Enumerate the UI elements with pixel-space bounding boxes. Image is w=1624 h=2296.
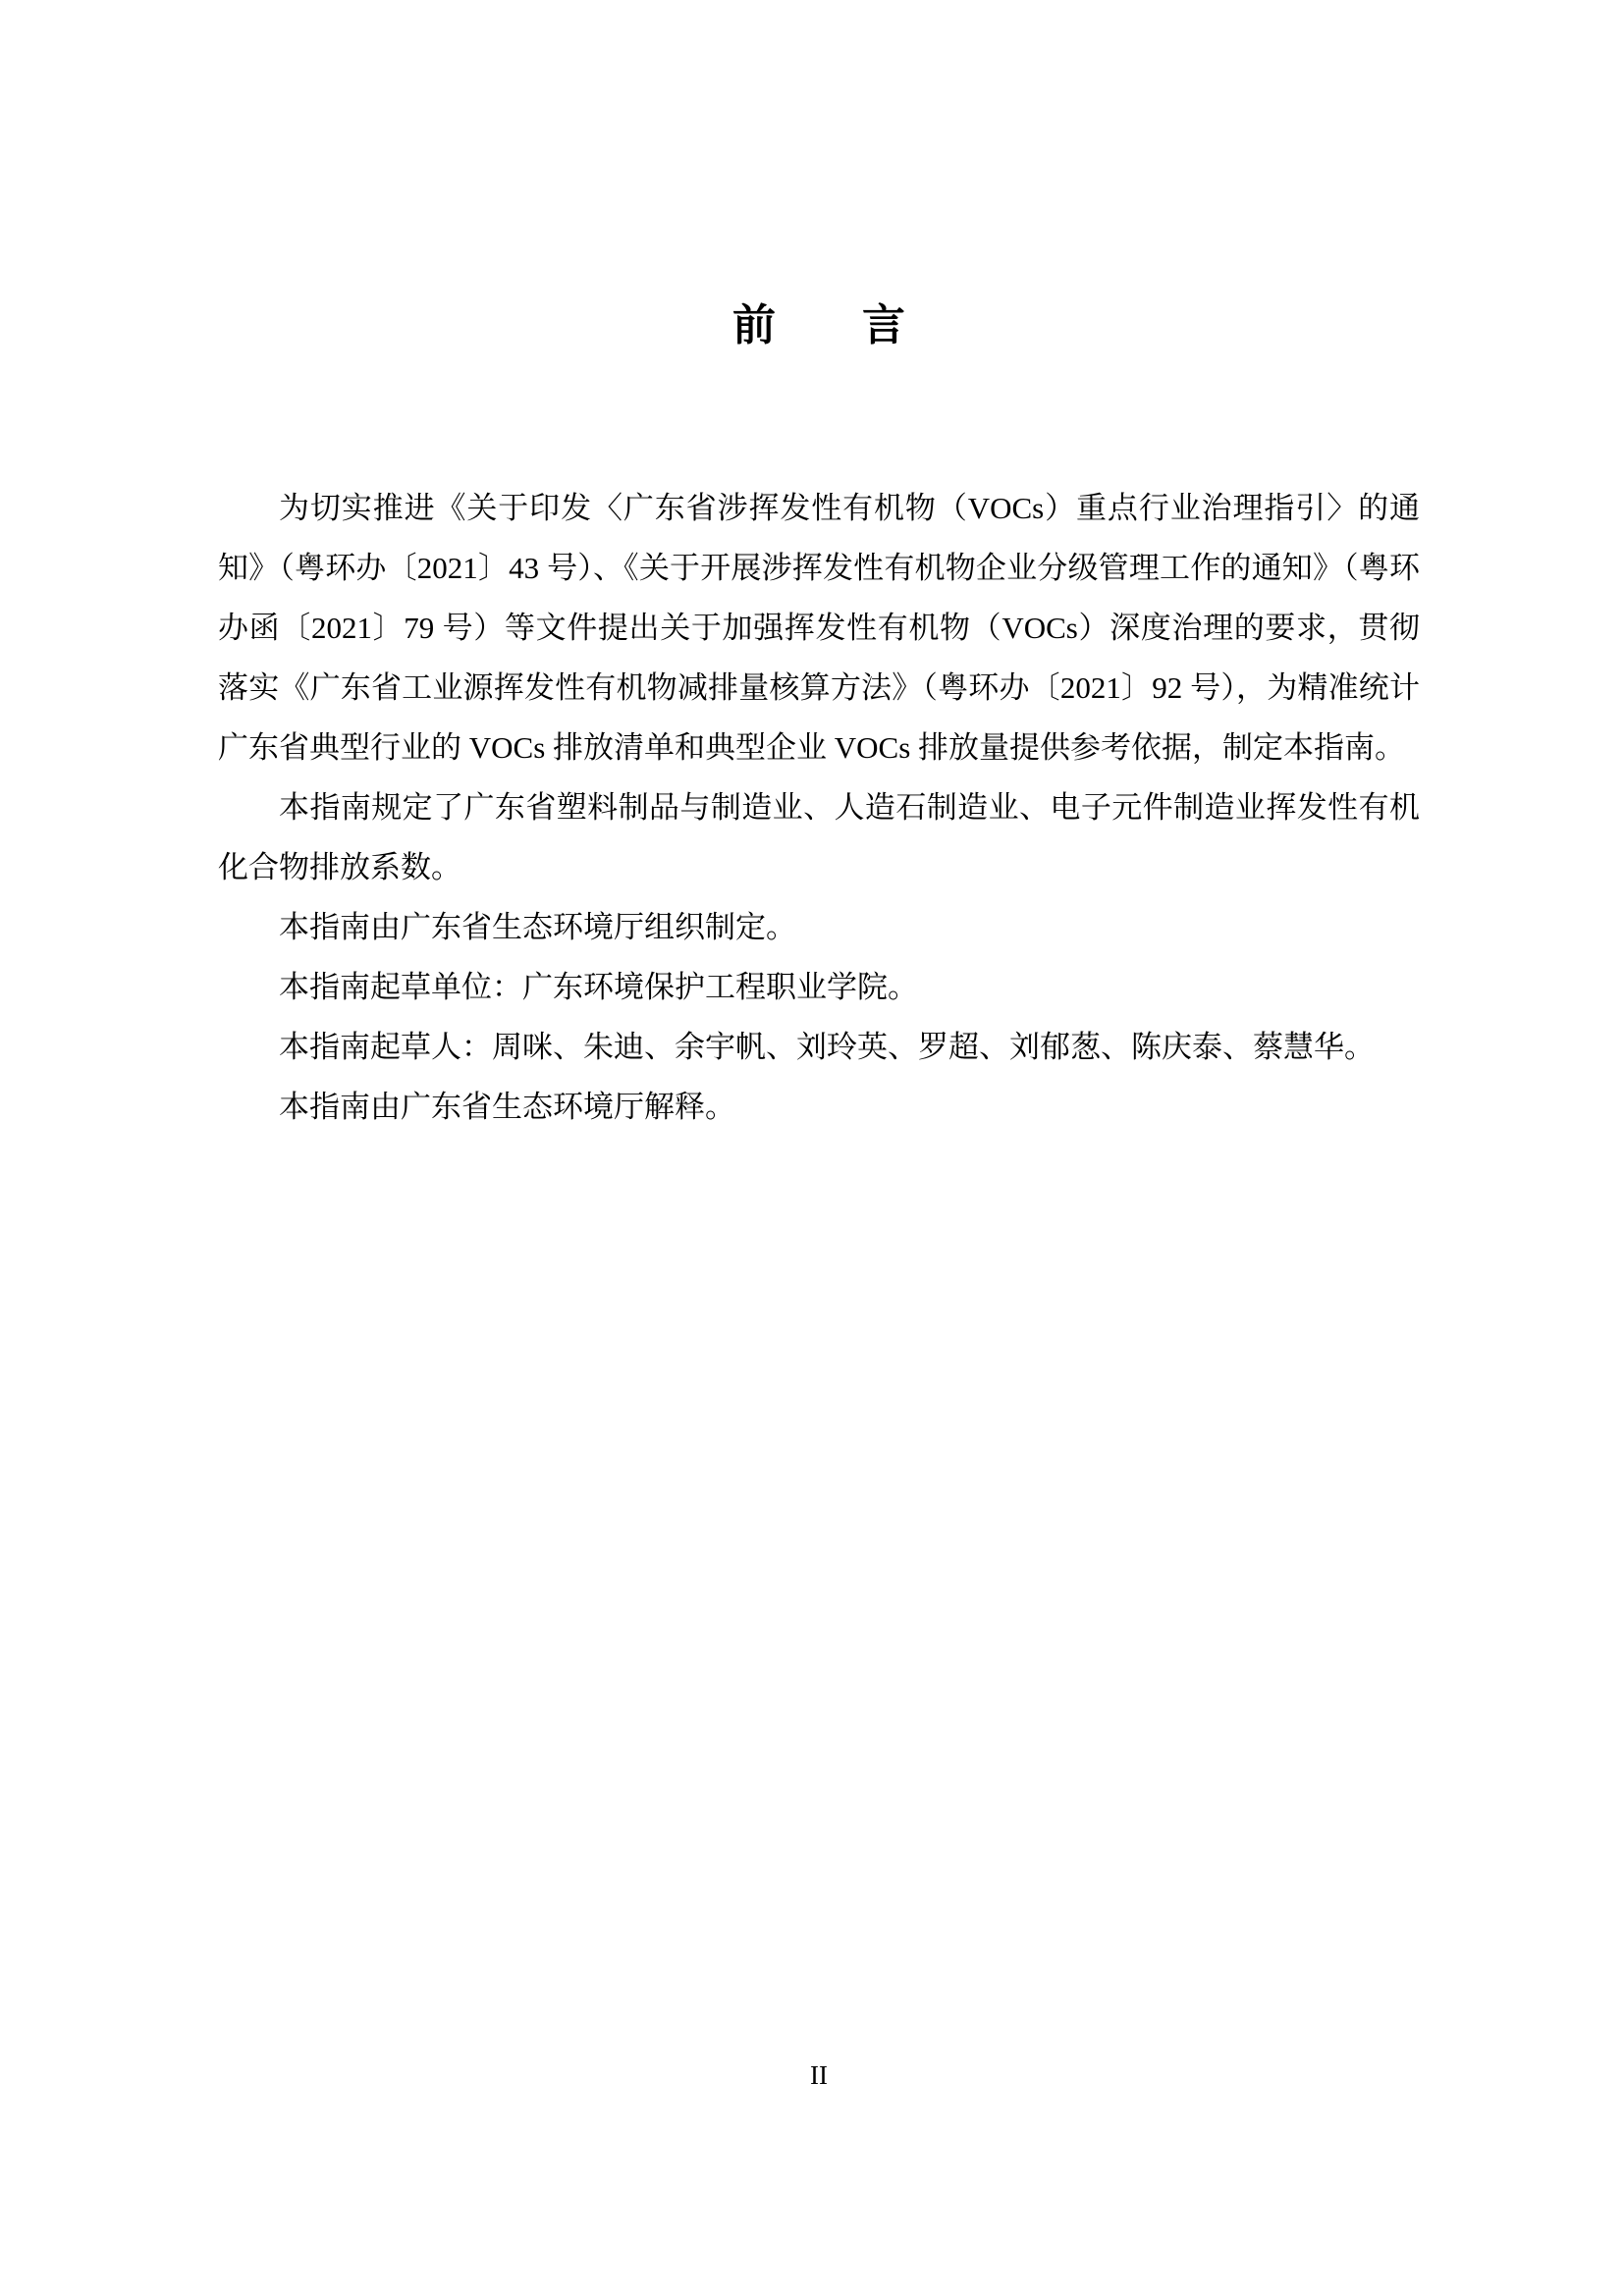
page-number: II [810, 2060, 828, 2090]
document-body [218, 478, 1420, 1137]
paragraph: 为切实推进《关于印发〈广东省涉挥发性有机物（VOCs）重点行业治理指引〉的通知》（粤环办〔2021〕43 号）、《关于开展涉挥发性有机物企业分级管理工作的通知》（粤环办函〔2021〕79 号）等文件提出关于加强挥发性有机物（VOCs）深度治理的要求，贯彻落实《广东省工业源挥发性有机物减排量核算方法》（粤环办〔2021〕92 号），为精准统计广东省典型行业的 VOCs 排放清单和典型企业 VOCs 排放量提供参考依据，制定本指南。 [218, 491, 1420, 765]
paragraph: 本指南由广东省生态环境厅解释。 [279, 1090, 735, 1124]
paragraph: 本指南规定了广东省塑料制品与制造业、人造石制造业、电子元件制造业挥发性有机化合物排放系数。 [218, 790, 1420, 884]
paragraph: 本指南起草人：周咪、朱迪、余宇帆、刘玲英、罗超、刘郁葱、陈庆泰、蔡慧华。 [279, 1030, 1375, 1064]
paragraph: 本指南起草单位：广东环境保护工程职业学院。 [279, 970, 918, 1004]
paragraph: 本指南由广东省生态环境厅组织制定。 [279, 910, 796, 944]
page-title: 前 言 [732, 301, 905, 349]
